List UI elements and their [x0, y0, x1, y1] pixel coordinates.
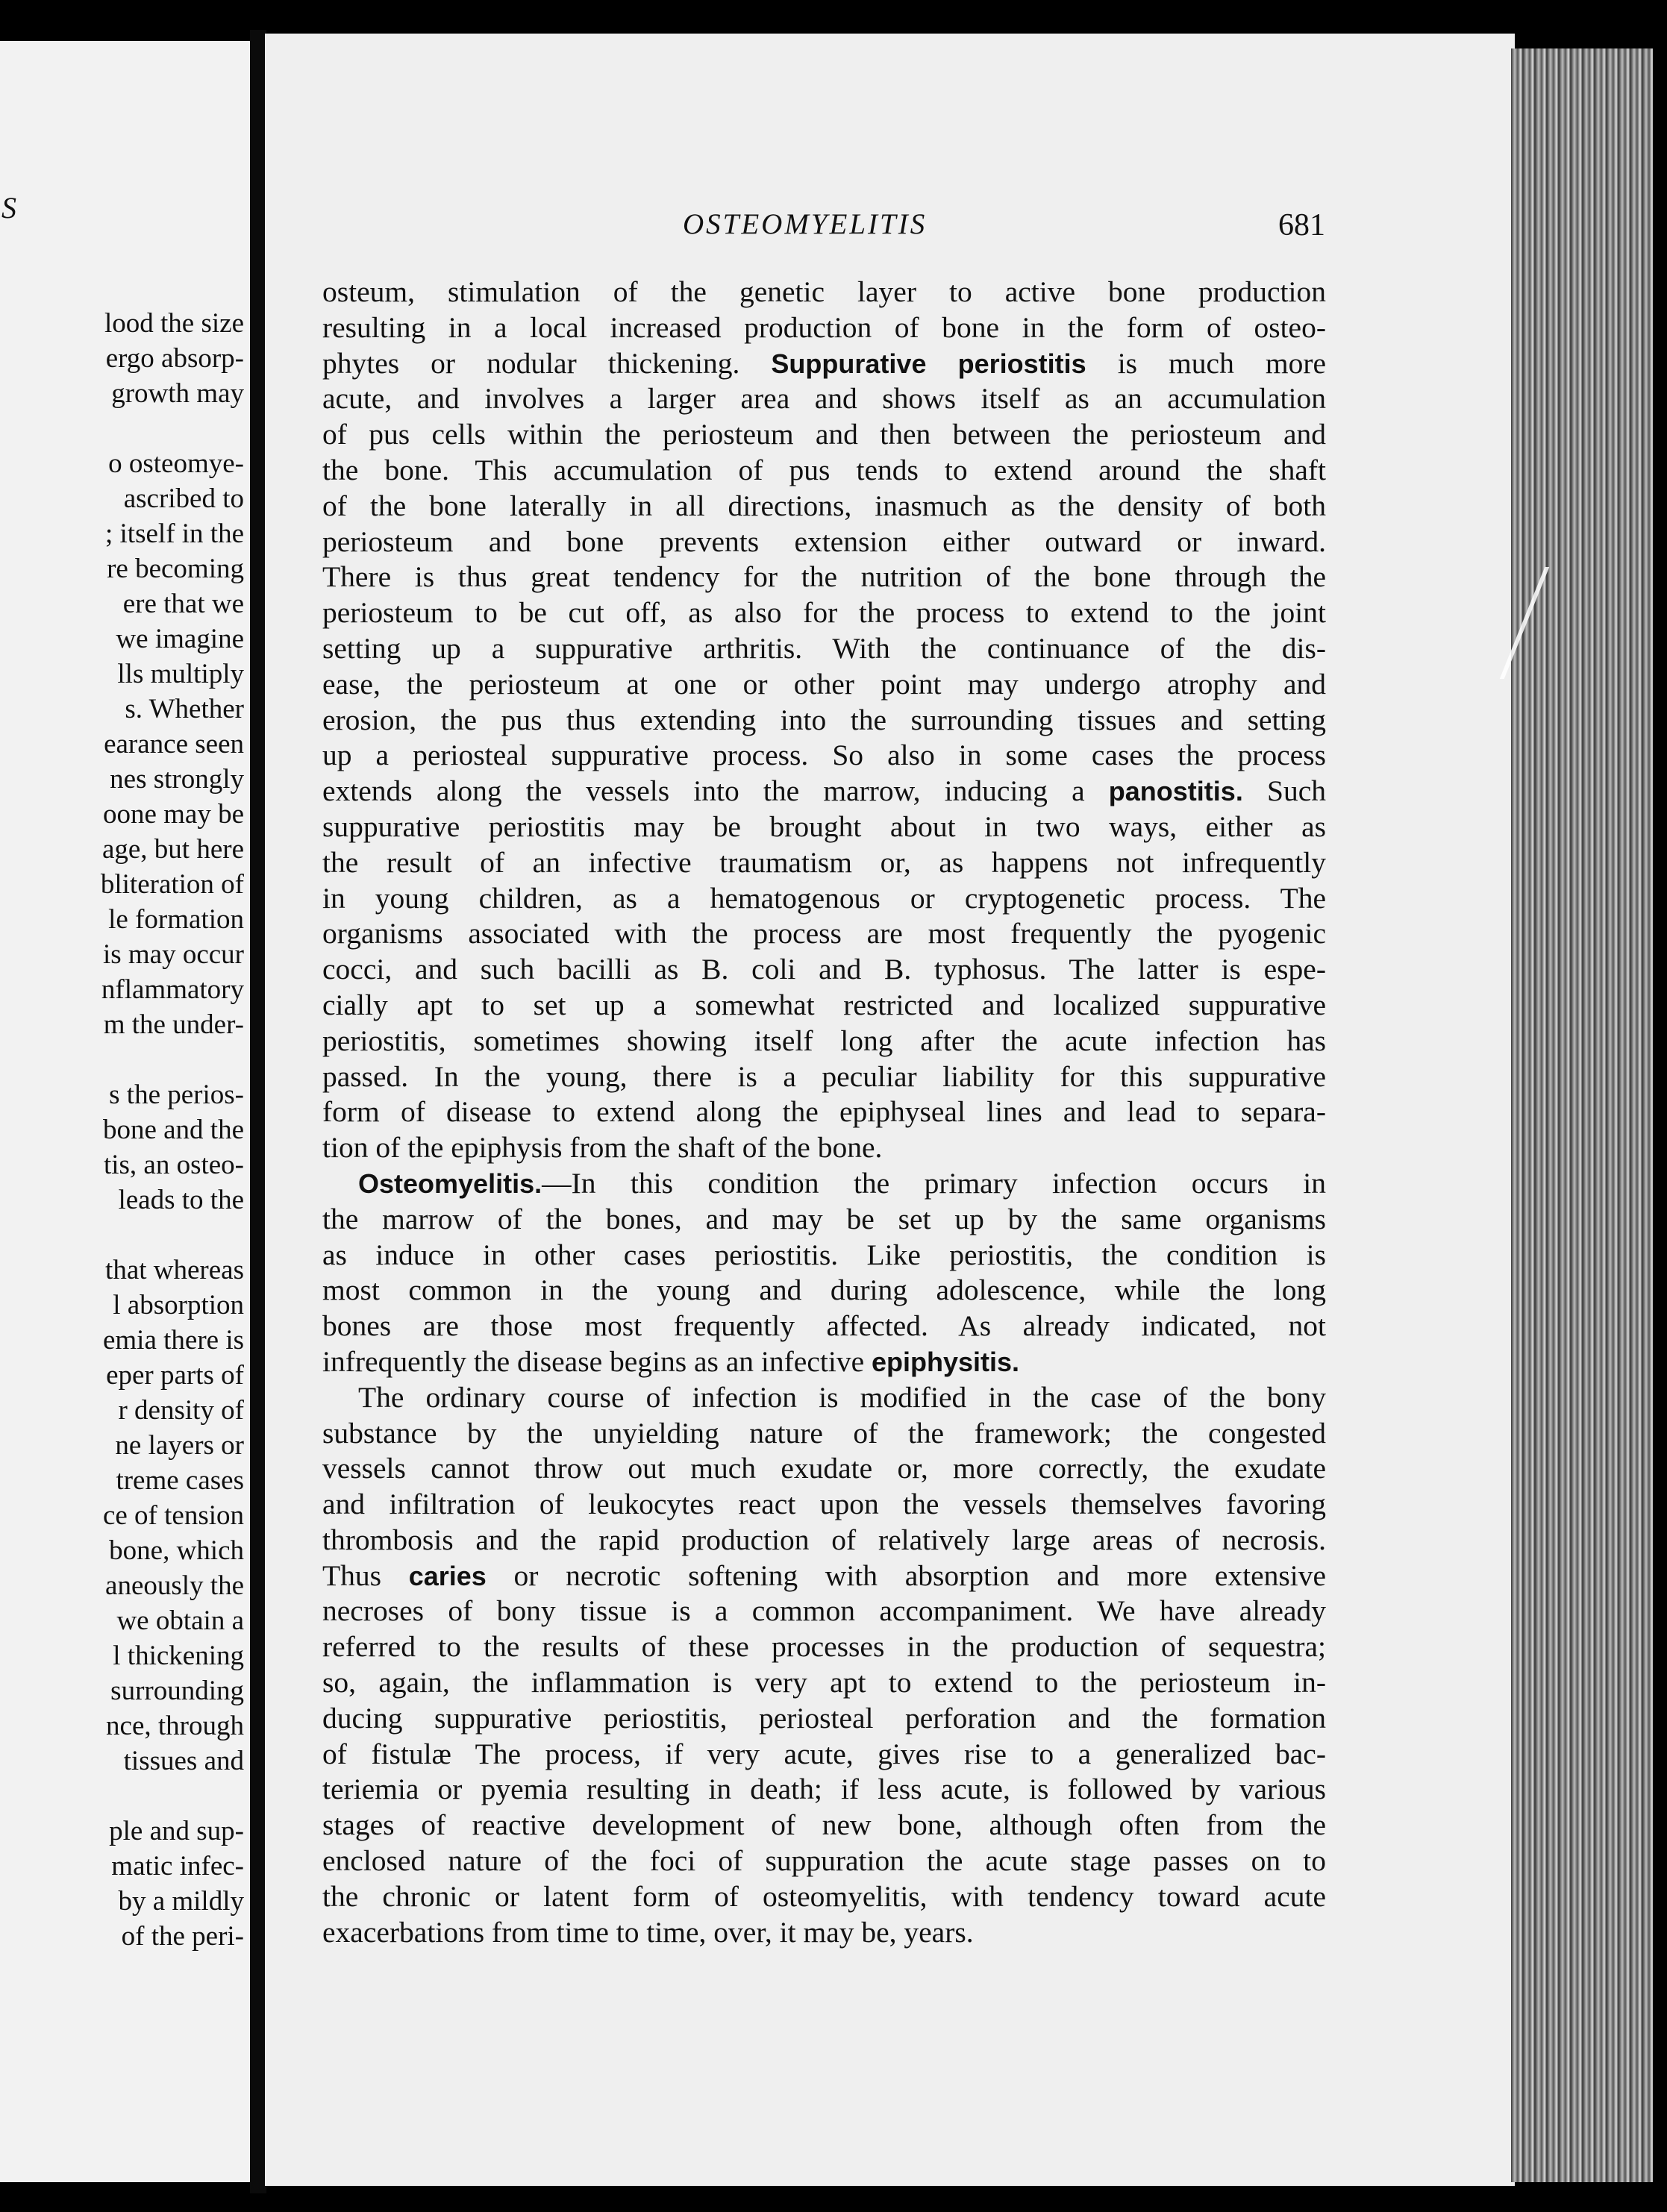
left-page-line: bone, which [109, 1535, 244, 1566]
text-span: is much more [1117, 346, 1327, 380]
text-span: Thus [322, 1558, 381, 1592]
text-line: form of disease to extend along the epiphyseal lines and lead to separa- [322, 1095, 1326, 1129]
left-page-gap [5, 1218, 244, 1253]
left-page-line: l absorption [113, 1290, 244, 1320]
text-line: the bone. This accumulation of pus tends to extend around the shaft [322, 453, 1326, 486]
text-line: thrombosis and the rapid production of relatively large areas of necrosis. [322, 1523, 1326, 1556]
left-page-line: that whereas [105, 1255, 244, 1285]
text-line: tion of the epiphysis from the shaft of the bone. [322, 1131, 883, 1165]
left-page-line: s. Whether [125, 694, 244, 724]
text-line: vessels cannot throw out much exudate or, more correctly, the exudate [322, 1452, 1326, 1485]
text-line: erosion, the pus thus extending into the surrounding tissues and setting [322, 703, 1326, 736]
text-line: in young children, as a hematogenous or cryptogenetic process. The [322, 881, 1326, 915]
text-line: most common in the young and during adolescence, while the long [322, 1273, 1326, 1307]
text-line: organisms associated with the process are most frequently the pyogenic [322, 917, 1326, 950]
text-line: exacerbations from time to time, over, it may be, years. [322, 1915, 974, 1949]
text-line: osteum, stimulation of the genetic layer to active bone production [322, 275, 1326, 308]
text-line: of pus cells within the periosteum and then between the periosteum and [322, 418, 1326, 451]
text-span: —In this condition the primary infection occurs in [542, 1166, 1326, 1200]
left-page-line: eper parts of [106, 1360, 244, 1391]
term-epiphysitis: epiphysitis. [871, 1346, 1020, 1377]
left-page-line: bliteration of [100, 869, 244, 900]
left-page-line: oone may be [102, 799, 244, 830]
left-page [0, 41, 250, 2182]
text-line: substance by the unyielding nature of the framework; the congested [322, 1416, 1326, 1450]
left-page-line: ; itself in the [105, 518, 244, 549]
text-span: or necrotic softening with absorption and more extensive [513, 1558, 1327, 1592]
left-page-line: le formation [108, 904, 244, 935]
text-line: suppurative periostitis may be brought about in two ways, either as [322, 809, 1326, 843]
left-page-line: ascribed to [123, 483, 244, 514]
text-line: The ordinary course of infection is modified in the case of the bony [358, 1380, 1326, 1414]
left-page-line: o osteomye- [108, 448, 244, 479]
left-page-line: nce, through [106, 1711, 244, 1741]
term-osteomyelitis: Osteomyelitis. [358, 1168, 542, 1199]
left-page-line: emia there is [102, 1325, 244, 1356]
text-line: periostitis, sometimes showing itself long after the acute infection has [322, 1024, 1326, 1057]
text-span: infrequently the disease begins as an infective [322, 1344, 865, 1378]
page-number: 681 [1278, 208, 1325, 242]
left-page-line: treme cases [116, 1465, 244, 1496]
left-page-line: r density of [118, 1395, 244, 1426]
text-line: necroses of bony tissue is a common accompaniment. We have already [322, 1594, 1326, 1628]
text-span: phytes or nodular thickening. [322, 346, 740, 380]
left-page-line: lls multiply [117, 659, 244, 689]
text-line: of fistulæ The process, if very acute, gives rise to a generalized bac- [322, 1737, 1326, 1770]
text-line: cocci, and such bacilli as B. coli and B. typhosus. The latter is espe- [322, 953, 1326, 986]
text-line: so, again, the inflammation is very apt to extend to the periosteum in- [322, 1666, 1326, 1699]
left-page-line: by a mildly [118, 1886, 244, 1917]
text-line: referred to the results of these processes in the production of sequestra; [322, 1630, 1326, 1664]
text-line [322, 774, 1326, 809]
text-line: enclosed nature of the foci of suppuration the acute stage passes on to [322, 1844, 1326, 1878]
left-page-line: aneously the [105, 1570, 244, 1601]
text-line: cially apt to set up a somewhat restricted and localized suppurative [322, 988, 1326, 1021]
text-line: bones are those most frequently affected. As already indicated, not [322, 1309, 1326, 1343]
left-page-line: leads to the [118, 1185, 244, 1215]
left-page-line: nes strongly [110, 764, 244, 795]
left-page-gap [5, 411, 244, 446]
text-line: teriemia or pyemia resulting in death; if less acute, is followed by various [322, 1773, 1326, 1806]
left-page-line: is may occur [102, 939, 244, 970]
left-page-line: of the peri- [121, 1921, 244, 1952]
left-page-line: l thickening [113, 1641, 244, 1671]
left-page-line: ce of tension [102, 1500, 244, 1531]
running-head: OSTEOMYELITIS [683, 208, 928, 240]
text-line: up a periosteal suppurative process. So also in some cases the process [322, 739, 1326, 772]
term-caries: caries [408, 1560, 487, 1591]
left-page-gap [5, 1779, 244, 1814]
text-line: ducing suppurative periostitis, periosteal perforation and the formation [322, 1701, 1326, 1735]
text-line: passed. In the young, there is a peculiar liability for this suppurative [322, 1059, 1326, 1093]
left-page-text [5, 306, 244, 1954]
left-page-line: surrounding [110, 1676, 244, 1706]
text-line: resulting in a local increased production of bone in the form of osteo- [322, 310, 1326, 344]
text-line [322, 1166, 1326, 1202]
text-line: the chronic or latent form of osteomyelitis, with tendency toward acute [322, 1879, 1326, 1913]
left-page-line: nflammatory [101, 974, 244, 1005]
text-line: of the bone laterally in all directions, inasmuch as the density of both [322, 489, 1326, 522]
left-page-line: matic infec- [111, 1851, 244, 1882]
text-line: the result of an infective traumatism or, as happens not infrequently [322, 845, 1326, 879]
text-line: and infiltration of leukocytes react upon the vessels themselves favoring [322, 1488, 1326, 1521]
left-page-line: bone and the [102, 1115, 244, 1145]
text-line: periosteum and bone prevents extension either outward or inward. [322, 524, 1326, 558]
left-page-line: we obtain a [116, 1605, 244, 1636]
left-page-line: age, but here [101, 834, 244, 865]
left-page-line: tissues and [123, 1746, 244, 1776]
text-line: as induce in other cases periostitis. Like periostitis, the condition is [322, 1238, 1326, 1271]
text-line: the marrow of the bones, and may be set up by the same organisms [322, 1202, 1326, 1235]
left-page-line: ple and sup- [109, 1816, 244, 1846]
text-line [322, 1558, 1326, 1594]
left-page-line: growth may [111, 378, 244, 409]
left-page-line: re becoming [107, 554, 244, 584]
left-running-head-fragment: S [1, 191, 18, 225]
page-body [322, 275, 1326, 1950]
left-page-line: ere that we [122, 589, 244, 619]
text-line [322, 1344, 1326, 1380]
left-page-line: lood the size [104, 308, 244, 339]
left-page-line: tis, an osteo- [103, 1150, 244, 1180]
text-line: ease, the periosteum at one or other point may undergo atrophy and [322, 667, 1326, 701]
term-panostitis: panostitis. [1108, 776, 1243, 807]
left-page-line: earance seen [104, 729, 244, 759]
left-page-line: s the perios- [109, 1080, 244, 1110]
text-span: Such [1267, 774, 1327, 808]
left-page-line: ergo absorp- [105, 343, 244, 374]
left-page-gap [5, 1042, 244, 1077]
book-gutter [250, 30, 266, 2193]
text-line [322, 346, 1326, 382]
page-edge-stack [1511, 48, 1653, 2182]
left-page-line: m the under- [103, 1009, 244, 1040]
left-page-line: we imagine [116, 624, 244, 654]
text-line: stages of reactive development of new bone, although often from the [322, 1808, 1326, 1842]
term-suppurative-periostitis: Suppurative periostitis [771, 348, 1086, 379]
text-span: extends along the vessels into the marrow, inducing a [322, 774, 1085, 808]
text-line: acute, and involves a larger area and shows itself as an accumulation [322, 382, 1326, 416]
text-line: setting up a suppurative arthritis. With the continuance of the dis- [322, 631, 1326, 665]
text-line: There is thus great tendency for the nutrition of the bone through the [322, 560, 1326, 594]
left-page-line: ne layers or [115, 1430, 244, 1461]
text-line: periosteum to be cut off, as also for the process to extend to the joint [322, 596, 1326, 630]
